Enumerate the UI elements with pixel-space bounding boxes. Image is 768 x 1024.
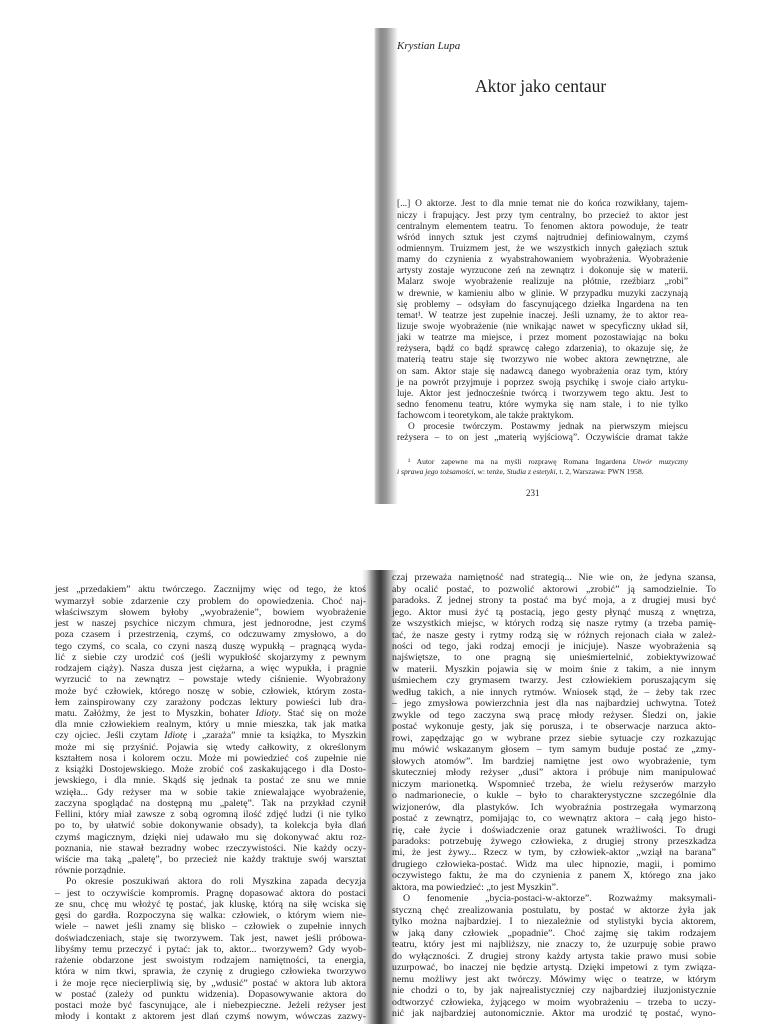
text-line: rażenie obdarzone jest swoistym rodzajem namiętności, ta energia, [55, 955, 366, 967]
text-line: sedno fenomenu teatru, które wymyka się nam stale, i to nie tylko [397, 399, 688, 410]
text-line: uśmiechem czy grymasem twarzy. Jest człowiekiem poruszającym się [392, 675, 716, 687]
text-line: według takich, a nie innych rytmów. Wniosek stąd, że – żeby tak rzec [392, 686, 716, 698]
footnote [397, 457, 688, 477]
text-line: może być człowiek, którego noszę w sobie, człowiek, którym zosta- [55, 685, 366, 697]
right-page-body-text [392, 572, 716, 1019]
text-line: styczną chęć zrealizowania postulatu, by postać w aktorze żyła jak [392, 904, 716, 916]
text-line: rowi, zapędzając go w wybrane przez siebie sytuacje czy rozkazując [392, 732, 716, 744]
text-line: jest w naszej psychice niczym chmura, jest jednorodne, jest czymś [55, 618, 366, 630]
text-line: oczywistego faktu, że ma do czynienia z panem X, którego zna jako [392, 870, 716, 882]
running-head-author: Krystian Lupa [397, 40, 461, 52]
text-line: słowych atomów”. Im bardziej namiętne jest owo wyobrażenie, tym [392, 755, 716, 767]
text-line: wiele – nawet jeśli znamy się blisko – człowiek o zupełnie innych [55, 921, 366, 933]
text-line: czaj przeważa namiętność nad strategią... Nie wie on, że jedyna szansa, [392, 572, 716, 584]
text-line: wymarzył sobie zdarzenie czy problem do opowiedzenia. Choć naj- [55, 595, 366, 607]
text-line: reżysera – to on jest „materią wyjściową”. Oczywiście dramat także [397, 433, 689, 444]
text-line: nić jak najbardziej autonomicznie. Aktor ma urodzić tę postać, wyno- [392, 1008, 716, 1019]
text-segment: matu. Załóżmy, że jest to Myszkin, bohater [55, 707, 256, 719]
paragraph [55, 876, 366, 1022]
text-line: temat¹. W teatrze jest zupełnie inaczej. Jeśli uznamy, że to aktor rea- [397, 310, 688, 321]
text-line: – jego zmysłowa powierzchnia jest dla nas najbardziej uchwytna. Toteż [392, 698, 716, 710]
page-number: 231 [526, 488, 540, 498]
text-line: – jest to oczywiście kompromis. Pragnę dopasować aktora do postaci [55, 887, 366, 899]
text-line: rodzajem ciąży). Nasza dusza jest ciężarna, a więc wypukła, i pragnie [55, 663, 366, 675]
text-line: rię, całe życie i doświadczenie oraz gatunek wrażliwości. To drugi [392, 824, 716, 836]
text-line: kształtem nosa i kolorem oczu. Może mi powiedzieć coś zupełnie nie [55, 752, 366, 764]
text-segment: . Stać się on może [278, 707, 366, 719]
footnote-text: , w: tenże, [473, 467, 507, 476]
paragraph [392, 572, 716, 893]
text-line: ze wszystkich miejsc, w których rodzą się nasze rytmy (a trzeba pamię- [392, 618, 716, 630]
text-segment: czy ojciec. Jeśli czytam [55, 730, 165, 742]
text-line: teatru, który jest mi najbliższy, nie znaczy to, że uzurpuję sobie prawo [392, 939, 717, 951]
text-line: skuteczniej młody reżyser „dusi” aktora i próbuje nim manipulować [392, 767, 716, 779]
text-line [55, 730, 366, 741]
text-line: dla mnie człowiekiem realnym, który u mnie mieszka, tak jak matka [55, 719, 366, 731]
text-line: materią teatru staje się tworzywo nie wobec aktora zewnętrzne, ale [397, 355, 688, 366]
text-line: właściwszym słowem byłoby „wyobrażenie”, bowiem wyobrażenie [55, 606, 366, 618]
text-line: odtworzyć człowieka, żyjącego w moim wyobrażeniu – trzeba to uczy- [392, 996, 716, 1008]
text-line: poza czasem i przestrzenią, czymś, co odczuwamy zmysłowo, a do [55, 629, 367, 641]
text-line: młody i kontakt z aktorem jest dlań czymś nowym, wówczas zazwy- [55, 1011, 366, 1023]
text-line: paradoks: potrzebuję żywego człowieka, z drugiej strony przeszkadza [392, 835, 716, 847]
text-line: po to, by ułatwić sobie dokonywanie obsady), ta kolekcja była dlań [55, 820, 366, 832]
text-line: gęsi do gardła. Rozpoczyna się walka: człowiek, o którym wiem nie- [55, 910, 366, 922]
text-line: może mi się przyśnić. Pojawia się wtedy całkowity, z określonym [55, 741, 367, 753]
text-line: O procesie twórczym. Postawmy jednak na pierwszym miejscu [408, 422, 688, 433]
text-line: je na powrót przyjmuje i poprzez swoją psychikę i swoje ciało artyku- [397, 377, 688, 388]
text-line: nie chodzi o to, by jak najrealistyczniej czy najbardziej iluzjonistycznie [392, 985, 716, 997]
text-line: w materii. Myszkin pojawia się w moim śnie z takim, a nie innym [392, 663, 716, 675]
text-line: paradoks. Z jednej strony ta postać ma być moja, a z drugiej musi być [392, 595, 716, 607]
text-line: reżysera, bądź co bądź sprawcę całego zdarzenia), to okazuje się, że [397, 344, 688, 355]
text-line: nemu możliwy jest akt twórczy. Mówimy więc o teatrze, w którym [392, 973, 716, 985]
text-line: O fenomenie „bycia-postaci-w-aktorze”. Rozważmy maksymali- [403, 893, 716, 905]
text-line: niczym marionetką. Wspomnieć trzeba, że wielu reżyserów marzyło [392, 778, 716, 790]
left-page-body-text [55, 584, 366, 1022]
text-line: postaci może być fascynujące, ale i niebezpieczne. Jeżeli reżyser jest [55, 1000, 366, 1012]
text-line: Malarz swoje wyobrażenie realizuje na płótnie, rzeźbiarz „robi” [397, 277, 688, 288]
text-line: tego czymś, co scala, co czyni naszą duszę wypukłą – pragnącą wyda- [55, 640, 366, 652]
text-line: wśród innych sztuk jest czymś najtrudniej definiowalnym, czymś [397, 232, 688, 243]
text-line: ze snu, chcę mu włożyć tę postać, jak kluskę, którą na siłę wciska się [55, 898, 366, 910]
text-line: odmiennym. Truizmem jest, że we wszystkich innych gałęziach sztuk [397, 243, 688, 254]
text-line: wiście ma taką „paletę”, bo przecież nie każdy traktuje swój warsztat [55, 854, 366, 866]
text-line: jest „przedakiem” aktu twórczego. Zacznijmy więc od tego, że ktoś [55, 584, 366, 596]
text-line: tać, że nasze gesty i rytmy rodzą się w różnych rejonach ciała w zależ- [392, 629, 716, 641]
text-line: równie porządnie. [55, 865, 126, 877]
text-line: postać wykonuje gesty, jak się porusza, i te obserwacje narzuca akto- [392, 721, 716, 733]
text-line: mi, że jest żywy... Rzecz w tym, by człowiek-aktor „wziął na barana” [392, 847, 716, 859]
text-line: ności od tego, jaki rodzaj emocji je inicjuje). Nasze wyobrażenia są [392, 641, 716, 652]
footnote-line [397, 467, 644, 477]
text-line: się problemy – odsyłam do fascynującego dziełka Ingardena na ten [397, 299, 689, 310]
text-line: która w nim tkwi, sprawia, że czynię z drugiego człowieka tworzywo [55, 966, 366, 978]
text-line: on sam. Aktor staje się nadawcą danego wyobrażenia oraz tym, który [397, 366, 688, 377]
text-line: najświętsze, to one pragną się unieśmiertelnić, zobiektywizować [392, 652, 716, 664]
text-line: w postać (zależy od punktu widzenia). Dopasowywanie aktora do [55, 988, 366, 1000]
text-line: libyśmy temu przeczyć i pytać: jak to, aktor... tworzywem? Gdy wyob- [55, 943, 366, 955]
text-line: Po okresie poszukiwań aktora do roli Myszkina zapada decyzja [66, 876, 366, 888]
text-line: o nadmarionecie, o kukle – było to charakterystyczne szczególnie dla [392, 790, 716, 802]
text-line: wyrzucić to na zewnątrz – powstaje wtedy ciśnienie. Wyobrażony [55, 674, 366, 686]
text-line [55, 708, 366, 719]
text-line: zwykle od tego zaczyna swą pracę młody reżyser. Śledzi on, jakie [392, 709, 716, 721]
text-line: niczy i frapujący. Jest przy tym centralny, bo przecież to aktor jest [397, 210, 688, 221]
text-line: zaczyna spoglądać na dostępną mu „paletę”. Tak na przykład czynił [55, 797, 366, 809]
footnote-text: , t. 2, Warszawa: PWN 1958. [555, 467, 644, 476]
text-line: drugiego człowieka-postać. Widz ma ulec hipnozie, magii, i pomimo [392, 858, 716, 870]
text-line: artysty zostaje wyrzucone zeń na zewnątrz i dokonuje się w materii. [397, 266, 688, 277]
paragraph [392, 893, 716, 1019]
text-line: doświadczeniach, staje się tworzywem. Tak jest, nawet jeśli próbowa- [55, 932, 366, 944]
text-line: jewskiego, i dla mnie. Skądś się jednak ta postać ze snu we mnie [55, 775, 366, 787]
footnote-marker: ¹ [408, 457, 411, 466]
text-line: jaki w teatrze ma miejsce, i przez moment pozostawiając na boku [397, 333, 688, 344]
text-line: do wyłączności. Z drugiej strony każdy artysta takie prawo musi sobie [392, 950, 716, 962]
text-line: lić z siebie czy urodzić coś (jeśli wypukłość skojarzymy z pewnym [55, 651, 366, 663]
text-line: wzięła... Gdy reżyser ma w sobie takie zniewalające wyobrażenie, [55, 786, 366, 798]
text-line: tylko można najbardziej. I to niezależnie od stylistyki bycia aktorem, [392, 916, 716, 928]
paragraph [397, 199, 688, 422]
paragraph [55, 584, 366, 876]
text-line: [...] O aktorze. Jest to dla mnie temat nie do końca rozwikłany, tajem- [397, 199, 688, 210]
text-line: w drewnie, w kamieniu albo w glinie. W przypadku muzyki zaczynają [397, 288, 688, 299]
body-text [397, 199, 688, 444]
text-line: centralnym elementem teatru. To fenomen aktora powoduje, że teatr [397, 221, 688, 232]
footnote-work-title: i sprawa jego tożsamości [397, 467, 474, 476]
text-line: z książki Dostojewskiego. Może zrobić coś zaskakującego i dla Dosto- [55, 764, 366, 776]
text-line: luje. Aktor jest jednocześnie twórcą i tworzywem tego aktu. Jest to [397, 388, 688, 399]
text-line: łem zainspirowany czy zarażony podczas lektury powieści lub dra- [55, 696, 366, 708]
text-line: mu mówić wskazanym głosem – tym samym buduje postać ze „zmy- [392, 744, 716, 756]
text-segment: i „zaraża” mnie ta książka, to Myszkin [187, 730, 366, 742]
text-line: lizuje swoje wyobrażenie (nie wnikając nawet w specyficzny układ sił, [397, 321, 688, 332]
footnote-work-title: Utwór muzyczny [632, 457, 688, 466]
text-line: postać z zewnątrz, pomijając to, co wewnątrz aktora – całą jego histo- [392, 813, 716, 825]
footnote-line [408, 457, 688, 467]
text-line: czymś magicznym, dzięki niej udawało mu się dokonywać aktu roz- [55, 831, 366, 843]
chapter-title: Aktor jako centaur [475, 76, 607, 96]
text-line: i że moje ręce niecierpliwią się, by „wdusić” postać w aktora lub aktora [55, 977, 366, 989]
paragraph [397, 422, 688, 444]
italic-book-title: Idioty [255, 707, 279, 719]
text-line: aktora, ma powiedzieć: „to jest Myszkin”. [392, 881, 559, 893]
text-line: uzurpować, bo inaczej nie będzie artystą. Dzięki impetowi z tym związa- [392, 962, 716, 974]
text-line: aby ocalić postać, to pozwolić aktorowi „zrobić” ją samodzielnie. To [392, 583, 716, 595]
text-line: wizjonerów, dla plastyków. Ich wyobraźnia postrzegała wymarzoną [392, 801, 716, 813]
text-line: w jaką dany człowiek „popadnie”. Choć zajmę się takim rodzajem [392, 927, 716, 939]
text-line: jego. Aktor musi żyć tą postacią, jego gesty płynąć muszą z wnętrza, [392, 606, 716, 618]
text-line: poznania, nie stawał bezradny wobec rzeczywistości. Nie każdy oczy- [55, 842, 366, 854]
footnote-text: Autor zapewne ma na myśli rozprawę Romana Ingardena [410, 457, 633, 466]
text-line: fachowcom i teoretykom, ale także praktykom. [397, 411, 574, 422]
footnote-book-title: Studia z estetyki [506, 467, 556, 476]
text-line: Fellini, który miał zawsze z sobą ogromną ilość zdjęć ludzi (i nie tylko [55, 809, 366, 821]
text-line: mamy do czynienia z wyabstrahowaniem wyobrażenia. Wyobrażenie [397, 255, 688, 266]
italic-book-title: Idiotę [164, 730, 188, 742]
